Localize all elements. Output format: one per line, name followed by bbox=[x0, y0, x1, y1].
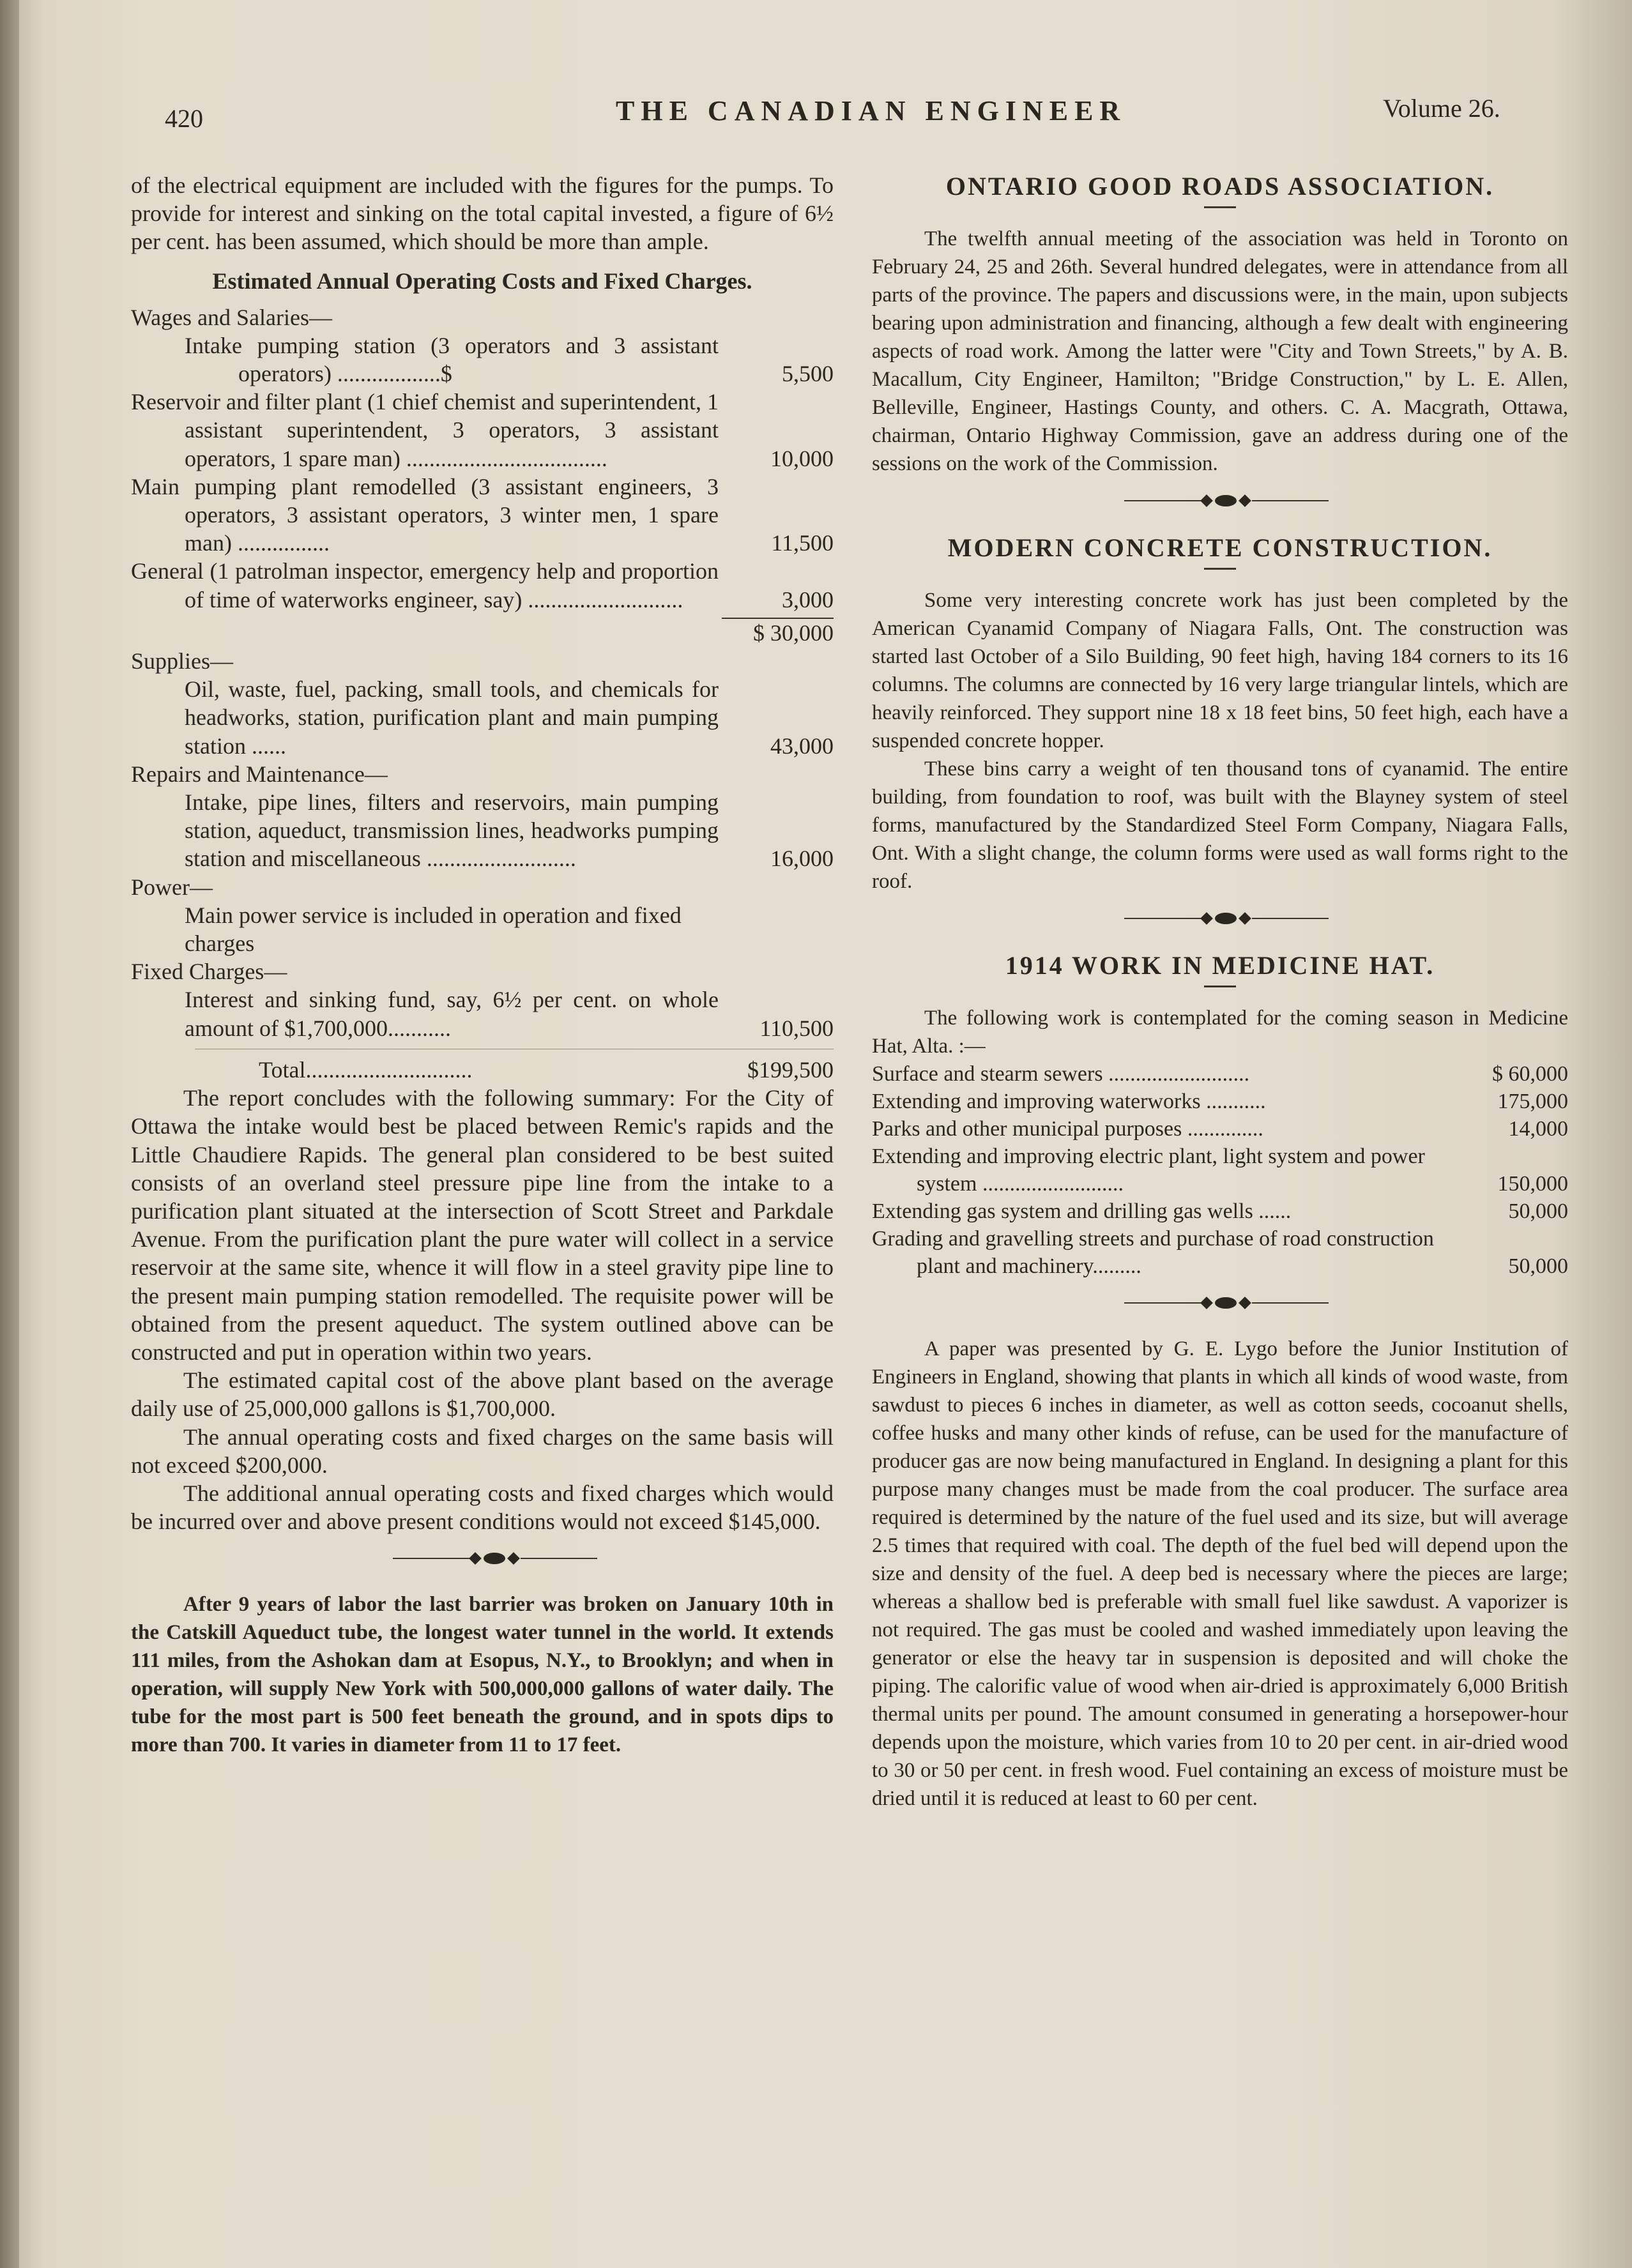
fixed-charges-label: Fixed Charges— bbox=[131, 959, 287, 985]
work-item: Grading and gravelling streets and purchase of road construction plant and machinery......... 50,000 bbox=[872, 1227, 1568, 1278]
summary-paragraph: The report concludes with the following summary: For the City of Ottawa the intake would best be placed between Remic's rapids and the Little Chaudiere Rapids. The general plan considered to be best suited consists of an overland steel pressure pipe line from the intake to a purification plant situated at the intersection of Scott Street and Parkdale Avenue. From the purification plant the pure water will collect in a service reservoir at the same site, whence it will flow in a steel gravity pipe line to the present main pumping station remodelled. The requisite power will be obtained from the present aqueduct. The system outlined above can be constructed and put in operation within two years. bbox=[131, 1085, 834, 1365]
work-item: Extending and improving electric plant, light system and power system .......................... 150,000 bbox=[872, 1145, 1568, 1196]
cost-row: Intake, pipe lines, filters and reservoirs, main pumping station, aqueduct, transmission lines, headworks pumping station and miscellaneous .......................... 16,000 bbox=[185, 789, 834, 872]
repairs-label: Repairs and Maintenance— bbox=[131, 761, 388, 787]
volume-label: Volume 26. bbox=[1383, 94, 1500, 123]
title-dash bbox=[1204, 206, 1236, 208]
grand-total: $199,500 bbox=[747, 1056, 834, 1083]
summary-paragraph: The additional annual operating costs and fixed charges which would be incurred over and above present conditions would not exceed $145,000. bbox=[131, 1480, 834, 1535]
summary-paragraph: The estimated capital cost of the above plant based on the average daily use of 25,000,000 gallons is $1,700,000. bbox=[131, 1367, 834, 1422]
ornament-divider bbox=[872, 491, 1568, 511]
cost-row: Intake pumping station (3 operators and 3 assistant operators) ..................$ 5,500 bbox=[185, 332, 834, 387]
title-dash bbox=[1204, 986, 1236, 987]
running-header bbox=[19, 89, 1632, 133]
medicine-hat-title: 1914 WORK IN MEDICINE HAT. bbox=[1005, 951, 1435, 980]
wages-subtotal-row bbox=[131, 619, 834, 647]
right-column bbox=[872, 171, 1568, 1813]
cost-table-heading: Estimated Annual Operating Costs and Fixed Charges. bbox=[212, 268, 752, 294]
medicine-hat-intro: The following work is contemplated for the coming season in Medicine Hat, Alta. :— bbox=[872, 1007, 1568, 1058]
intro-paragraph: of the electrical equipment are included with the figures for the pumps. To provide for interest and sinking on the total capital invested, a figure of 6½ per cent. has been assumed, which should be more than ample. bbox=[131, 172, 834, 255]
lygo-paragraph: A paper was presented by G. E. Lygo before the Junior Institution of Engineers in England, showing that plants in which all kinds of wood waste, from sawdust to pieces 6 inches in diameter, as well as cotton seeds, cocoanut shells, coffee husks and many other kinds of refuse, can be used for the manufacture of producer gas are now being manufactured in England. In designing a plant for this purpose many changes must be made from the coal producer. The surface area required is determined by the nature of the fuel used and its size, but will average 2.5 times that required with coal. The depth of the fuel bed will depend upon the size and density of the fuel. A deep bed is necessary where the pieces are large; whereas a shallow bed is preferable with small fuel like sawdust. A vaporizer is not required. The gas must be cooled and washed immediately upon leaving the generator or else the heavy tar in suspension is deposited and will choke the piping. The calorific value of wood when air-dried is approximately 6,000 British thermal units per pound. The amount consumed in generating a horsepower-hour depends upon the moisture, which varies from 10 to 20 per cent. in air-dried wood to 30 or 50 per cent. in fresh wood. Fuel containing an excess of moisture must be dried until it is reduced at least to 60 per cent. bbox=[872, 1337, 1568, 1810]
wages-subtotal: $ 30,000 bbox=[753, 620, 834, 646]
ornament-divider bbox=[872, 908, 1568, 929]
page bbox=[19, 0, 1632, 2268]
cost-row: Interest and sinking fund, say, 6½ per cent. on whole amount of $1,700,000........... 110,500 bbox=[185, 987, 834, 1041]
catskill-note: After 9 years of labor the last barrier was broken on January 10th in the Catskill Aqueduct tube, the longest water tunnel in the world. It extends 111 miles, from the Ashokan dam at Esopus, N.Y., to Brooklyn; and when in operation, will supply New York with 500,000,000 gallons of water daily. The tube for the most part is 500 feet beneath the ground, and in spots dips to more than 700. It varies in diameter from 11 to 17 feet. bbox=[131, 1593, 834, 1757]
concrete-paragraph: Some very interesting concrete work has just been completed by the American Cyanamid Company of Niagara Falls, Ont. The construction was started last October of a Silo Building, 90 feet high, having 184 corners to its 16 columns. The columns are connected by 16 very large triangular lintels, which are heavily reinforced. They support nine 18 x 18 feet bins, 50 feet high, each have a suspended concrete hopper. bbox=[872, 589, 1568, 752]
wages-label: Wages and Salaries— bbox=[131, 304, 332, 330]
power-note: Main power service is included in operation and fixed charges bbox=[185, 902, 682, 957]
work-item: Surface and stearm sewers .......................... $ 60,000 bbox=[872, 1062, 1568, 1086]
ornament-divider bbox=[131, 1548, 834, 1569]
page-number: 420 bbox=[165, 104, 203, 133]
power-label: Power— bbox=[131, 874, 213, 900]
supplies-label: Supplies— bbox=[131, 648, 234, 674]
concrete-title: MODERN CONCRETE CONSTRUCTION. bbox=[947, 533, 1493, 562]
wages-list bbox=[131, 331, 834, 614]
work-item: Extending gas system and drilling gas wells ...... 50,000 bbox=[872, 1199, 1568, 1223]
ontario-paragraph: The twelfth annual meeting of the association was held in Toronto on February 24, 25 and 26th. Several hundred delegates, were in attendance from all parts of the province. The papers and discussions were, in the main, upon subjects bearing upon administration and financing, although a few dealt with engineering aspects of road work. Among the latter were "City and Town Streets," by A. B. Macallum, City Engineer, Hamilton; "Bridge Construction," by L. E. Allen, Belleville, Engineer, Hastings County, and others. C. A. Macgrath, Ottawa, chairman, Ontario Highway Commission, gave an address during one of the sessions on the work of the Commission. bbox=[872, 227, 1568, 475]
ornament-divider bbox=[872, 1293, 1568, 1313]
ontario-title: ONTARIO GOOD ROADS ASSOCIATION. bbox=[945, 172, 1495, 201]
work-item: Extending and improving waterworks ........... 175,000 bbox=[872, 1090, 1568, 1113]
medicine-hat-list bbox=[872, 1060, 1568, 1280]
book-binding bbox=[0, 0, 19, 2268]
summary-paragraph: The annual operating costs and fixed charges on the same basis will not exceed $200,000. bbox=[131, 1424, 834, 1478]
cost-row: General (1 patrolman inspector, emergency help and proportion of time of waterworks engineer, say) ........................... 3,000 bbox=[131, 558, 834, 613]
journal-title: THE CANADIAN ENGINEER bbox=[616, 95, 1127, 126]
title-dash bbox=[1204, 568, 1236, 570]
left-column bbox=[131, 171, 834, 1759]
work-item: Parks and other municipal purposes .............. 14,000 bbox=[872, 1117, 1568, 1141]
cost-row: Reservoir and filter plant (1 chief chemist and superintendent, 1 assistant superintendent, 3 operators, 3 assistant operators, 1 spare man) ................................... 10,000 bbox=[131, 389, 834, 471]
total-row: Total............................. $199,500 bbox=[131, 1056, 834, 1084]
cost-row: Main pumping plant remodelled (3 assistant engineers, 3 operators, 3 assistant operators, 3 winter men, 1 spare man) ................ 11,500 bbox=[131, 473, 834, 556]
cost-row: Oil, waste, fuel, packing, small tools, and chemicals for headworks, station, purification plant and main pumping station ...... 43,000 bbox=[185, 676, 834, 759]
concrete-paragraph: These bins carry a weight of ten thousand tons of cyanamid. The entire building, from foundation to roof, was built with the Blayney system of steel forms, manufactured by the Standardized Steel Form Company, Niagara Falls, Ont. With a slight change, the column forms were used as wall forms right to the roof. bbox=[872, 757, 1568, 893]
